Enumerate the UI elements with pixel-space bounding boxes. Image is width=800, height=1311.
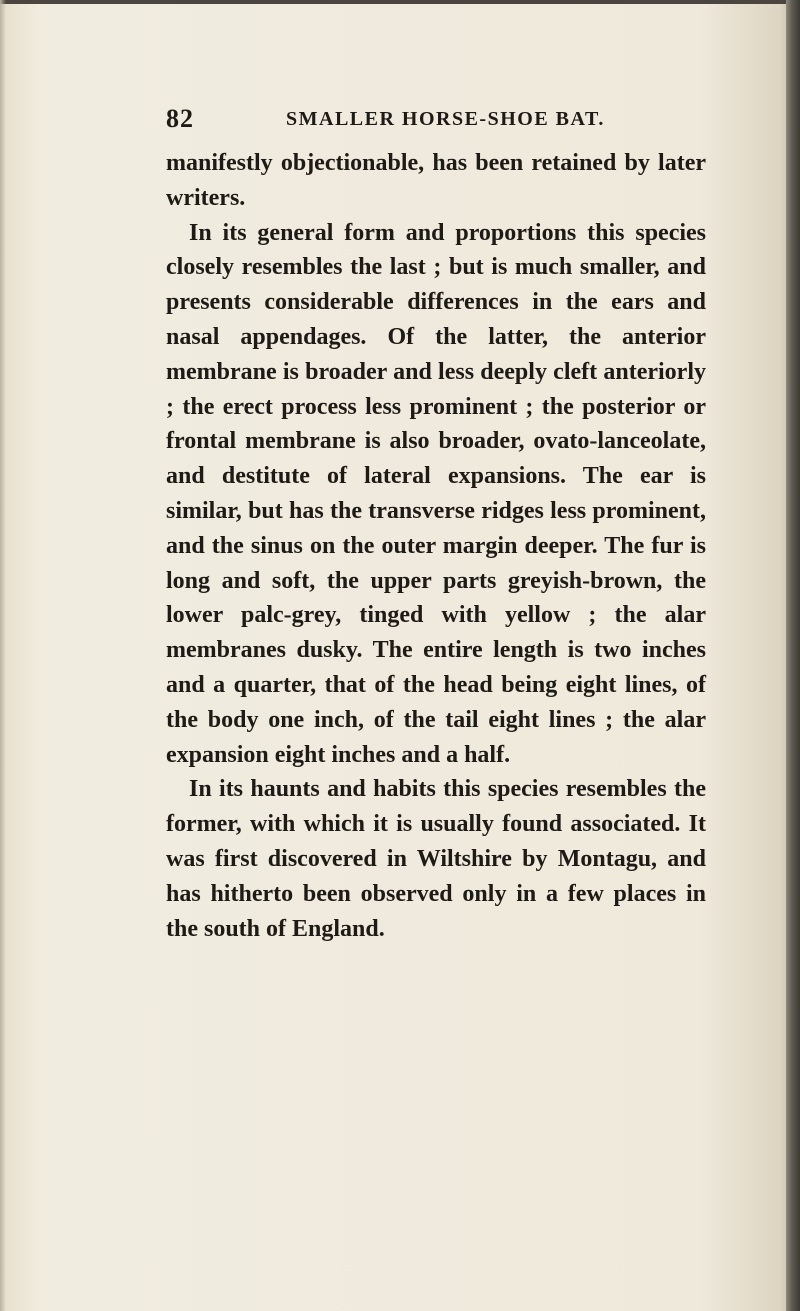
page-top-edge bbox=[0, 0, 800, 4]
page-number: 82 bbox=[166, 104, 194, 133]
paragraph-description: In its general form and proportions this species closely resembles the last ; but is much smaller, and presents considerable differences in the ears and nasal appendages. Of the latter, the anterior membrane is broader and less deeply cleft anteriorly ; the erect process less prominent ; the posterior or frontal membrane is also broader, ovato-lanceolate, and destitute of lateral expansions. The ear is similar, but has the transverse ridges less prominent, and the sinus on the outer margin deeper. The fur is long and soft, the upper parts greyish-brown, the lower palc-grey, tinged with yellow ; the alar membranes dusky. The entire length is two inches and a quarter, that of the head being eight lines, of the body one inch, of the tail eight lines ; the alar expansion eight inches and a half. bbox=[166, 219, 706, 768]
page-left-shadow bbox=[0, 0, 6, 1311]
paragraph-habits: In its haunts and habits this species resembles the former, with which it is usually found associated. It was first discovered in Wiltshire by Montagu, and has hitherto been observed only in a few places in the south of England. bbox=[166, 776, 706, 942]
running-title: SMALLER HORSE-SHOE BAT. bbox=[286, 108, 605, 130]
page-binding-edge bbox=[786, 0, 800, 1311]
running-head bbox=[166, 104, 706, 136]
paragraph-continued: manifestly objectionable, has been retained by later writers. bbox=[166, 150, 706, 211]
body-text bbox=[166, 146, 706, 946]
